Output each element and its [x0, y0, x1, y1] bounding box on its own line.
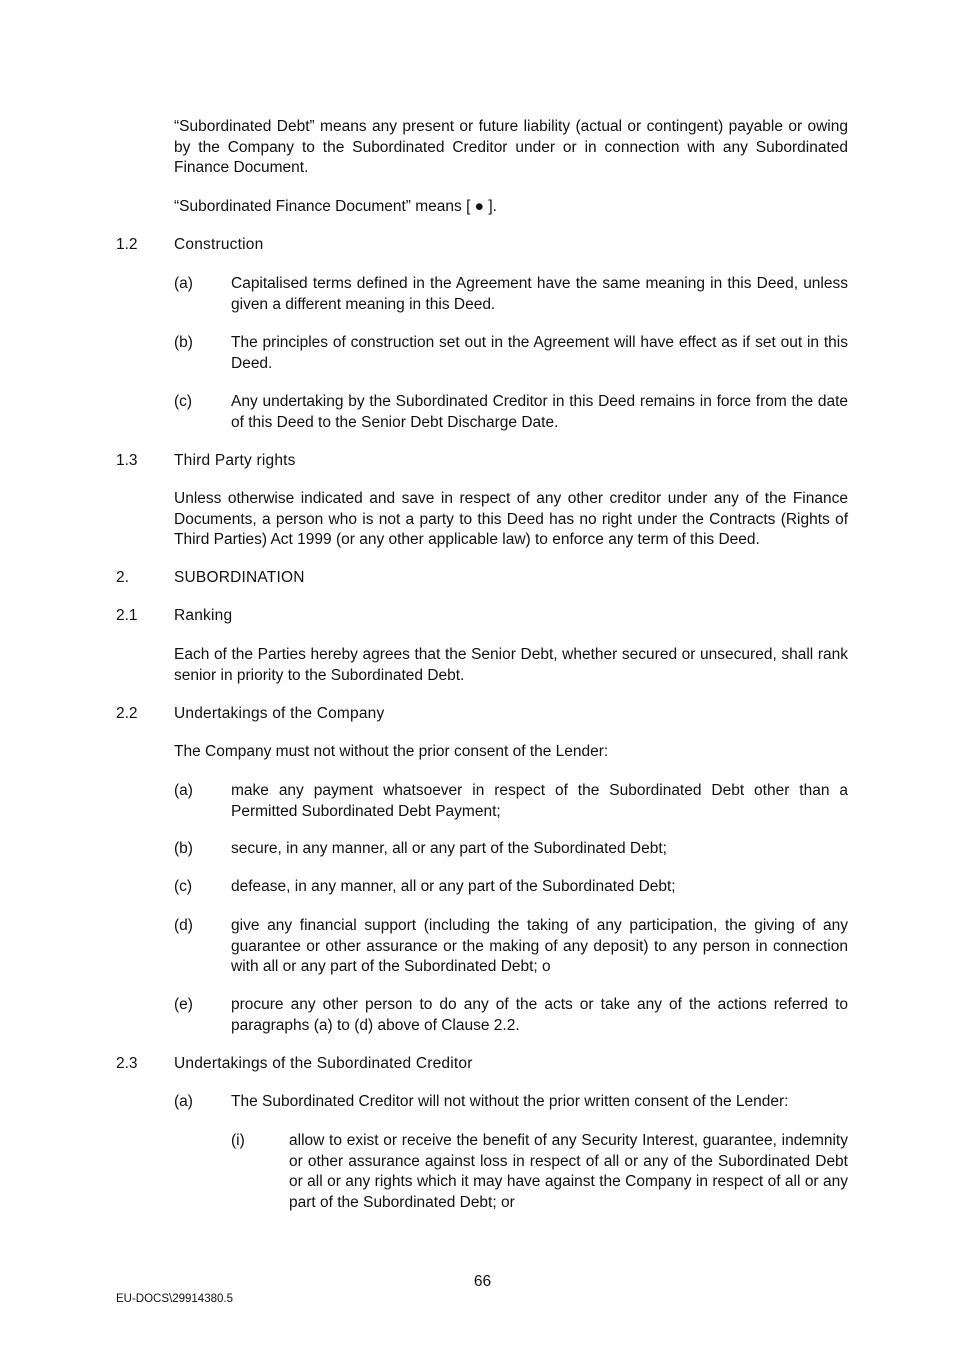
document-reference: EU-DOCS\29914380.5 — [116, 1293, 233, 1305]
clause-number-2-3: 2.3 — [116, 1055, 138, 1072]
clause-heading-2-1: Ranking — [174, 607, 233, 624]
item-text: The principles of construction set out in the Agreement will have effect as if set out in this Deed. — [231, 334, 848, 372]
definition-subordinated-finance-document: “Subordinated Finance Document” means [ ● ]. — [174, 198, 497, 215]
clause-heading-2-2: Undertakings of the Company — [174, 705, 385, 722]
clause-number-1-2: 1.2 — [116, 236, 138, 253]
item-text: secure, in any manner, all or any part of the Subordinated Debt; — [231, 840, 667, 857]
clause-heading-2-3: Undertakings of the Subordinated Creditor — [174, 1055, 473, 1072]
item-label: (a) — [174, 1093, 193, 1110]
clause-heading-2: SUBORDINATION — [174, 569, 305, 586]
item-label: (b) — [174, 334, 193, 351]
item-label: (d) — [174, 917, 193, 934]
item-text: make any payment whatsoever in respect of the Subordinated Debt other than a Permitted Subordinated Debt Payment; — [231, 782, 848, 820]
item-label: (e) — [174, 996, 193, 1013]
subitem-label: (i) — [231, 1132, 245, 1149]
item-label: (c) — [174, 393, 193, 410]
item-label: (a) — [174, 275, 193, 292]
item-text: procure any other person to do any of the acts or take any of the actions referred to paragraphs (a) to (d) above of Clause 2.2. — [231, 996, 848, 1034]
item-text: Any undertaking by the Subordinated Creditor in this Deed remains in force from the date of this Deed to the Senior Debt Discharge Date. — [231, 393, 848, 431]
item-text: Capitalised terms defined in the Agreement have the same meaning in this Deed, unless given a different meaning in this Deed. — [231, 275, 848, 313]
definition-subordinated-debt: “Subordinated Debt” means any present or future liability (actual or contingent) payable or owing by the Company to the Subordinated Creditor under or in connection with any Subordinated Finance Document. — [174, 118, 848, 176]
clause-text-2-1: Each of the Parties hereby agrees that the Senior Debt, whether secured or unsecured, shall rank senior in priority to the Subordinated Debt. — [174, 646, 848, 684]
clause-intro-2-2: The Company must not without the prior consent of the Lender: — [174, 743, 609, 760]
clause-number-2: 2. — [116, 569, 129, 586]
item-label: (a) — [174, 782, 193, 799]
item-label: (b) — [174, 840, 193, 857]
clause-heading-1-2: Construction — [174, 236, 264, 253]
clause-number-2-2: 2.2 — [116, 705, 138, 722]
clause-number-1-3: 1.3 — [116, 452, 138, 469]
item-label: (c) — [174, 878, 193, 895]
subitem-text: allow to exist or receive the benefit of any Security Interest, guarantee, indemnity or other assurance against loss in respect of all or any of the Subordinated Debt or all or any rights which it may have against the Company in respect of all or any part of the Subordinated Debt; or — [289, 1132, 848, 1211]
item-text: The Subordinated Creditor will not without the prior written consent of the Lender: — [231, 1093, 789, 1110]
page-number: 66 — [473, 1273, 492, 1290]
clause-number-2-1: 2.1 — [116, 607, 138, 624]
item-text: defease, in any manner, all or any part of the Subordinated Debt; — [231, 878, 676, 895]
clause-text-1-3: Unless otherwise indicated and save in respect of any other creditor under any of the Finance Documents, a person who is not a party to this Deed has no right under the Contracts (Rights of Third Parties) Act 1999 (or any other applicable law) to enforce any term of this Deed. — [174, 490, 848, 548]
item-text: give any financial support (including the taking of any participation, the giving of any guarantee or other assurance or the making of any deposit) to any person in connection with all or any part of the Subordinated Debt; o — [231, 917, 848, 975]
clause-heading-1-3: Third Party rights — [174, 452, 296, 469]
